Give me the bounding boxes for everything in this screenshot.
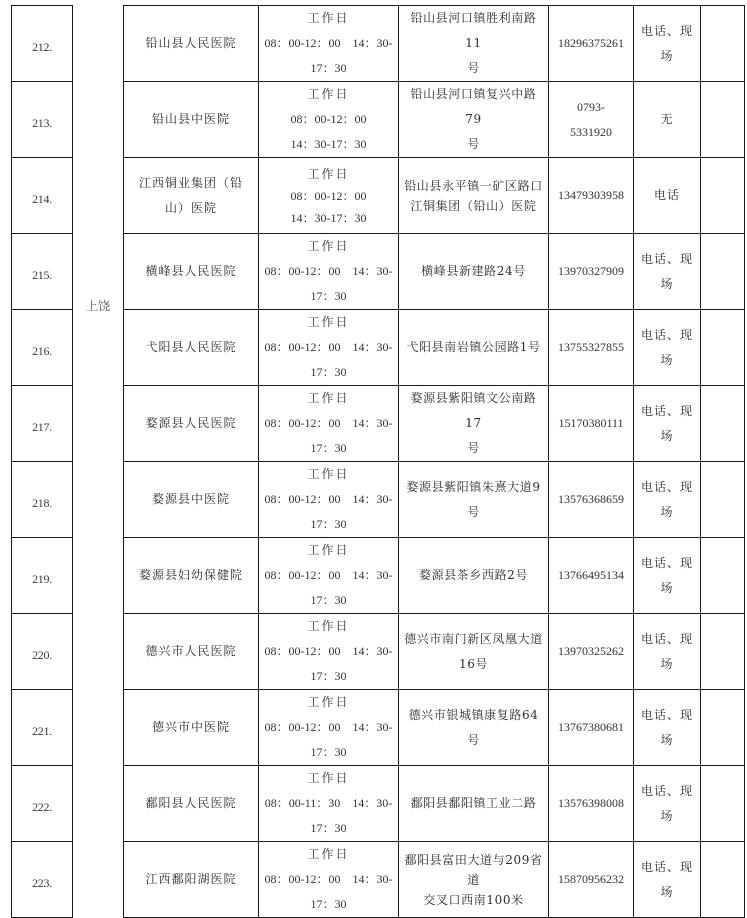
phone-line: 13576398008 [558,796,624,810]
working-hours [259,690,399,766]
contact-method-line: 场 [660,504,674,519]
working-hours-line: 17：30 [310,61,347,75]
working-hours [259,614,399,690]
remarks-cell [701,690,745,766]
address-line: 号 [467,61,480,75]
working-hours-line: 工作日 [307,166,350,181]
contact-method-line: 电话、现 [640,251,693,266]
phone-line: 13766495134 [558,568,624,582]
working-hours-line: 08：00-12：00 14：30- [264,720,393,734]
working-hours [259,538,399,614]
working-hours-line: 17：30 [310,517,347,531]
working-hours [259,158,399,234]
working-hours-line: 08：00-12：00 14：30- [264,492,393,506]
contact-method-line: 电话、现 [640,707,693,722]
phone-line: 5331920 [570,124,612,139]
contact-method-line: 电话、现 [640,783,693,798]
phone-number [549,538,634,614]
contact-method [634,386,701,462]
contact-method-line: 场 [660,808,674,823]
hospital-name [124,386,259,462]
phone-line: 18296375261 [558,36,624,50]
address-line: 德兴市南门新区凤凰大道 [404,631,543,646]
hospital-name-line: 横峰县人民医院 [145,264,237,278]
hospital-name [124,538,259,614]
phone-number [549,310,634,386]
address-line: 铅山县永平镇一矿区路口 [404,178,543,193]
working-hours-line: 工作日 [307,87,350,101]
hospital-name [124,462,259,538]
hospital-name [124,310,259,386]
row-number: 217. [12,386,73,462]
phone-number [549,766,634,842]
working-hours-line: 工作日 [307,391,350,405]
working-hours [259,6,399,82]
address-line: 鄱阳县富田大道与209省道 [404,852,543,887]
hospital-name-line: 婺源县中医院 [151,492,230,506]
phone-line: 13755327855 [558,340,624,354]
working-hours-line: 08：00-12：00 14：30- [264,568,393,582]
hospital-name-line: 德兴市人民医院 [145,644,237,658]
working-hours-line: 工作日 [307,847,350,861]
working-hours [259,766,399,842]
hospital-address [399,386,549,462]
working-hours-line: 17：30 [310,289,347,303]
remarks-cell [701,158,745,234]
contact-method-line: 电话、现 [640,479,693,494]
phone-line: 13479303958 [558,188,624,202]
working-hours-line: 08：00-12：00 14：30- [264,872,393,886]
contact-method [634,234,701,310]
working-hours [259,386,399,462]
contact-method [634,690,701,766]
hospital-name [124,158,259,234]
contact-method-line: 场 [660,656,674,671]
hospital-name-line: 铅山县人民医院 [145,36,237,50]
working-hours-line: 工作日 [307,543,350,557]
contact-method-line: 电话 [653,188,680,202]
contact-method [634,462,701,538]
remarks-cell [701,842,745,918]
working-hours-line: 08：00-12：00 14：30- [264,644,393,658]
remarks-cell [701,538,745,614]
row-number: 215. [12,234,73,310]
remarks-cell [701,6,745,82]
remarks-cell [701,614,745,690]
row-number: 222. [12,766,73,842]
row-number: 218. [12,462,73,538]
hospital-address [399,842,549,918]
working-hours-line: 工作日 [307,467,350,481]
working-hours-line: 17：30 [310,745,347,759]
address-line: 16号 [458,656,489,671]
hospital-name-line: 弋阳县人民医院 [145,340,237,354]
contact-method-line: 场 [660,428,674,443]
phone-number [549,158,634,234]
remarks-cell [701,766,745,842]
hospital-name-line: 婺源县人民医院 [145,416,237,430]
row-number: 221. [12,690,73,766]
contact-method-line: 场 [660,48,674,63]
contact-method [634,614,701,690]
working-hours-line: 08：00-12：00 14：30- [264,264,393,278]
hospital-address [399,690,549,766]
address-line: 号 [467,137,480,151]
hospital-address [399,234,549,310]
phone-line: 13767380681 [558,720,624,734]
hospital-name-line: 江西鄱阳湖医院 [145,872,237,886]
hospital-name [124,842,259,918]
working-hours-line: 08：00-12：00 14：30- [264,36,393,50]
phone-number [549,690,634,766]
contact-method-line: 场 [660,732,674,747]
address-line: 铅山县河口镇复兴中路79 [410,87,537,126]
contact-method-line: 电话、现 [640,555,693,570]
hospital-name-line: 鄱阳县人民医院 [145,796,237,810]
phone-line: 13576368659 [558,492,624,506]
phone-number [549,462,634,538]
working-hours-line: 工作日 [307,771,350,785]
phone-number [549,234,634,310]
working-hours [259,234,399,310]
contact-method-line: 电话、现 [640,23,693,38]
hospital-name-line: 江西铜业集团（铅 [138,175,243,190]
contact-method [634,6,701,82]
contact-method-line: 场 [660,884,674,899]
working-hours-line: 17：30 [310,669,347,683]
phone-number [549,842,634,918]
phone-number [549,6,634,82]
contact-method [634,538,701,614]
hospital-address [399,614,549,690]
remarks-cell [701,386,745,462]
remarks-cell [701,462,745,538]
hospital-address [399,158,549,234]
hospital-address [399,538,549,614]
address-line: 交叉口西南100米 [423,892,524,907]
hospital-name [124,614,259,690]
remarks-cell [701,234,745,310]
hospital-address [399,82,549,158]
contact-method [634,158,701,234]
hospital-name [124,766,259,842]
contact-method-line: 场 [660,352,674,367]
working-hours-line: 17：30 [310,897,347,911]
contact-method [634,310,701,386]
phone-number [549,82,634,158]
contact-method-line: 场 [660,580,674,595]
hospital-address [399,766,549,842]
contact-method [634,842,701,918]
table-row [12,6,745,82]
hospital-address [399,310,549,386]
working-hours-line: 工作日 [307,239,350,253]
working-hours [259,82,399,158]
hospital-name [124,234,259,310]
table-body [12,6,745,918]
working-hours [259,310,399,386]
region-label: 上饶 [85,299,110,313]
working-hours-line: 14：30-17：30 [290,210,367,225]
row-number: 220. [12,614,73,690]
address-line: 号 [467,441,480,455]
hospital-name-line: 山）医院 [164,200,217,215]
contact-method-line: 场 [660,276,674,291]
address-line: 婺源县紫阳镇文公南路17 [410,391,537,430]
contact-method-line: 无 [660,112,674,126]
address-line: 江铜集团（铅山）医院 [410,198,537,213]
contact-method [634,82,701,158]
working-hours-line: 工作日 [307,315,350,329]
working-hours-line: 08：00-12：00 [290,188,367,203]
contact-method-line: 电话、现 [640,403,693,418]
hospital-name-line: 婺源县妇幼保健院 [138,568,243,582]
address-line: 横峰县新建路24号 [421,264,526,278]
address-line: 婺源县茶乡西路2号 [418,568,529,582]
hospital-name [124,6,259,82]
phone-line: 15170380111 [558,416,624,430]
phone-line: 13970325262 [558,644,624,658]
row-number: 213. [12,82,73,158]
working-hours-line: 08：00-12：00 [290,112,367,126]
phone-line: 0793- [577,99,605,114]
phone-number [549,386,634,462]
region-cell [73,6,124,918]
hospital-table [11,5,745,918]
address-line: 弋阳县南岩镇公园路1号 [406,340,541,354]
hospital-address [399,6,549,82]
contact-method [634,766,701,842]
working-hours-line: 14：30-17：30 [290,137,367,151]
row-number: 223. [12,842,73,918]
working-hours-line: 工作日 [307,11,350,25]
hospital-name-line: 铅山县中医院 [151,112,230,126]
hospital-name [124,82,259,158]
working-hours-line: 08：00-12：00 14：30- [264,340,393,354]
row-number: 212. [12,6,73,82]
working-hours-line: 08：00-11：30 14：30- [264,796,393,810]
phone-line: 13970327909 [558,264,624,278]
phone-number [549,614,634,690]
working-hours [259,462,399,538]
phone-line: 15870956232 [558,872,624,886]
address-line: 鄱阳县鄱阳镇工业二路 [410,796,537,810]
contact-method-line: 电话、现 [640,327,693,342]
row-number: 214. [12,158,73,234]
address-line: 德兴市银城镇康复路64号 [408,707,539,747]
hospital-name [124,690,259,766]
remarks-cell [701,82,745,158]
working-hours-line: 17：30 [310,821,347,835]
working-hours-line: 17：30 [310,593,347,607]
row-number: 216. [12,310,73,386]
remarks-cell [701,310,745,386]
working-hours-line: 08：00-12：00 14：30- [264,416,393,430]
hospital-name-line: 德兴市中医院 [151,720,230,734]
contact-method-line: 电话、现 [640,631,693,646]
working-hours-line: 17：30 [310,441,347,455]
working-hours-line: 工作日 [307,619,350,633]
working-hours-line: 工作日 [307,695,350,709]
row-number: 219. [12,538,73,614]
hospital-address [399,462,549,538]
address-line: 铅山县河口镇胜利南路11 [410,11,537,50]
address-line: 婺源县紫阳镇朱熹大道9号 [406,479,541,519]
working-hours [259,842,399,918]
working-hours-line: 17：30 [310,365,347,379]
contact-method-line: 电话、现 [640,859,693,874]
